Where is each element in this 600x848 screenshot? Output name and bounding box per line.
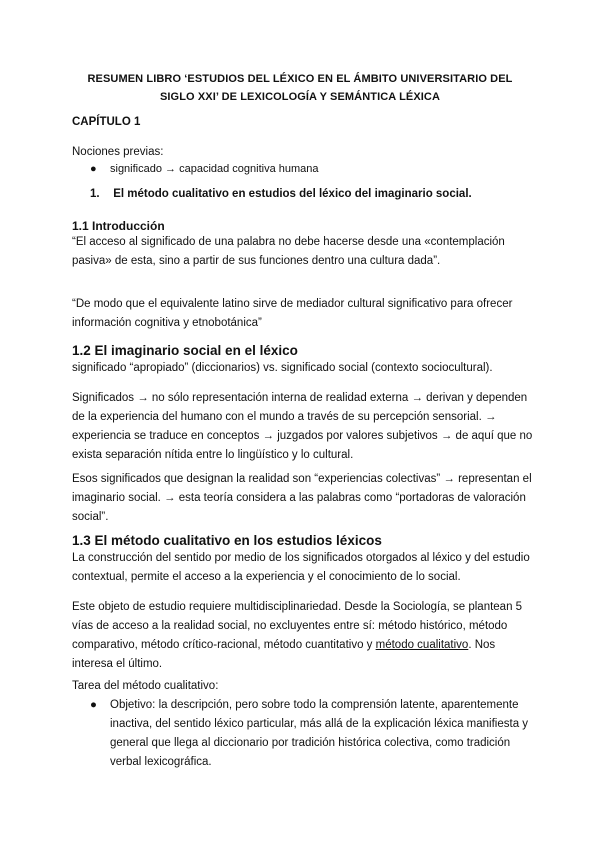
section-1-number: 1. — [90, 188, 100, 200]
paragraph-2-end: . Nos interesa el último. — [72, 639, 496, 670]
section-1-1-quote-2: “De modo que el equivalente latino sirve de mediador cultural significativo para ofrecer información cognitiva y etnobotánica” — [72, 298, 513, 329]
objetivo-bullet — [90, 696, 530, 772]
section-1-heading — [90, 188, 472, 200]
section-1-1-quote-1: “El acceso al significado de una palabra no debe hacerse desde una «contemplación pasiva» de esta, sino a partir de sus funciones dentro una cultura dada”. — [72, 236, 505, 267]
section-1-2-paragraph-1: Significados → no sólo representación interna de realidad externa → derivan y dependen de la experiencia del humano con el mundo a través de su percepción sensorial. → experiencia se traduce en conceptos → juzgados por valores subjetivos → de aquí que no exista separación nítida entre lo lingüístico y lo cultural. — [72, 392, 533, 461]
section-1-3-heading: 1.3 El método cualitativo en los estudios léxicos — [72, 533, 382, 548]
bullet-icon: ● — [90, 163, 97, 175]
section-1-3-paragraph-2 — [72, 598, 532, 674]
previas-label: Nociones previas: — [72, 146, 164, 158]
objetivo-text: Objetivo: la descripción, pero sobre todo la comprensión latente, aparentemente inactiva, del sentido léxico particular, más allá de la explicación léxica manifiesta y general que llega al diccionario por tradición histórica colectiva, como tradición verbal lexicográfica. — [110, 699, 529, 768]
section-1-2-paragraph-2: Esos significados que designan la realidad son “experiencias colectivas” → representan el imaginario social. → esta teoría considera a las palabras como “portadoras de valoración social”. — [72, 473, 532, 523]
paragraph-2-start: Este objeto de estudio requiere multidisciplinariedad. Desde la Sociología, se plantean 5 vías de acceso a la realidad social, no excluyentes entre sí: método histórico, método comparativo, método crítico-racional, método cuantitativo y — [72, 601, 523, 651]
section-1-title: El método cualitativo en estudios del léxico del imaginario social. — [113, 188, 472, 200]
section-1-1-heading: 1.1 Introducción — [72, 219, 165, 233]
tarea-label: Tarea del método cualitativo: — [72, 680, 219, 692]
previas-bullet-text: significado → capacidad cognitiva humana — [110, 163, 319, 175]
section-1-2-line: significado “apropiado” (diccionarios) vs. significado social (contexto sociocultural). — [72, 362, 493, 374]
metodo-cualitativo-link[interactable]: método cualitativo — [375, 639, 469, 651]
document-title — [60, 70, 540, 106]
title-line-1: RESUMEN LIBRO ‘ESTUDIOS DEL LÉXICO EN EL ÁMBITO UNIVERSITARIO DEL — [87, 73, 513, 85]
previas-bullet — [90, 160, 319, 178]
section-1-3-paragraph-1: La construcción del sentido por medio de los significados otorgados al léxico y del estudio contextual, permite el acceso a la experiencia y el conocimiento de lo social. — [72, 552, 530, 583]
section-1-2-heading: 1.2 El imaginario social en el léxico — [72, 343, 298, 358]
bullet-icon: ● — [90, 699, 97, 711]
chapter-heading: CAPÍTULO 1 — [72, 116, 141, 128]
title-line-2: SIGLO XXI’ DE LEXICOLOGÍA Y SEMÁNTICA LÉXICA — [159, 91, 441, 103]
